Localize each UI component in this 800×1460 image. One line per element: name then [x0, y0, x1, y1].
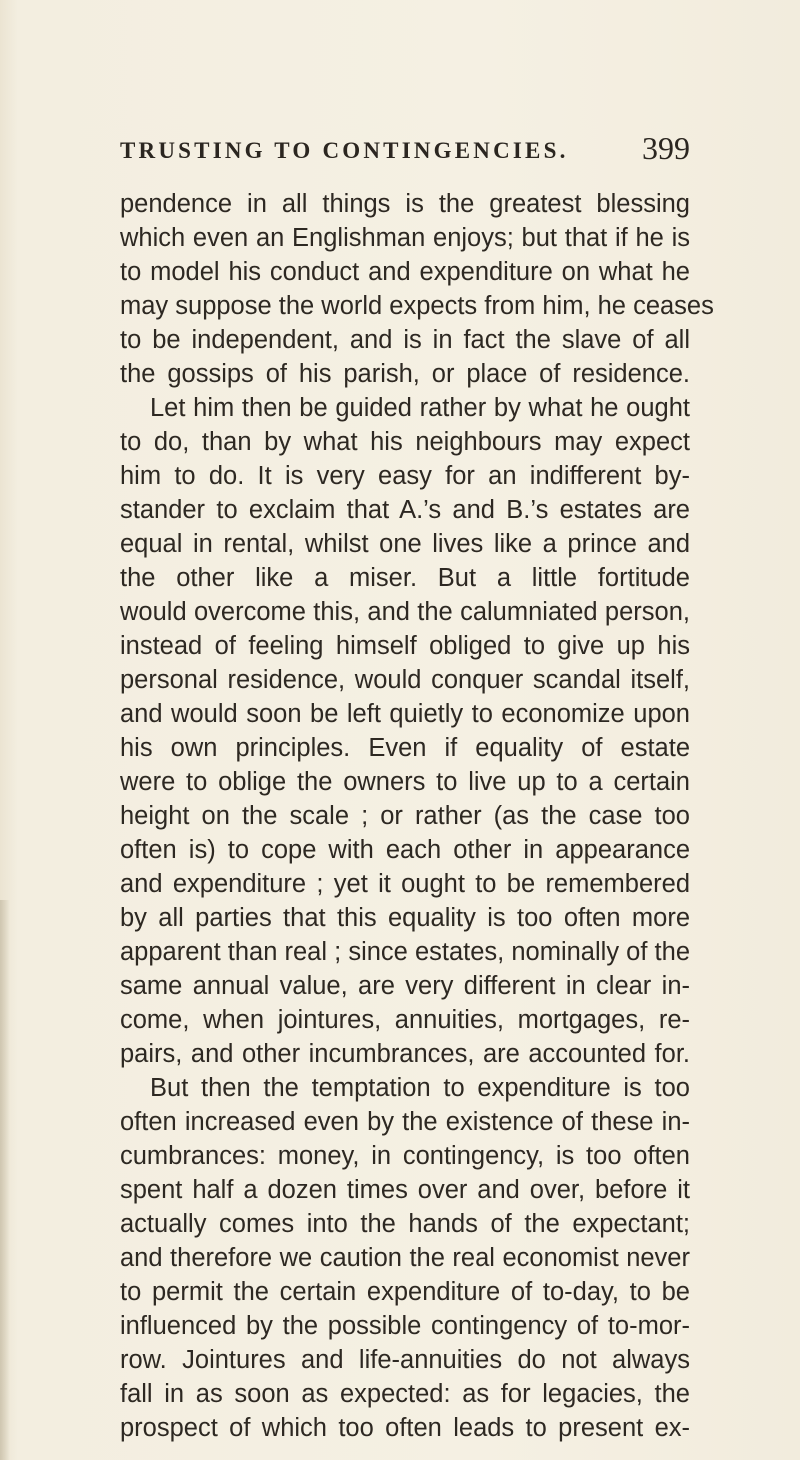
text-line: instead of feeling himself obliged to give up his — [120, 632, 690, 660]
body-text — [120, 187, 714, 1445]
text-line: the gossips of his parish, or place of residence. — [120, 360, 690, 388]
page-number: 399 — [642, 130, 690, 166]
text-line: would overcome this, and the calumniated person, — [120, 598, 690, 626]
text-line: his own principles. Even if equality of estate — [120, 734, 690, 762]
text-line: to model his conduct and expenditure on what he — [120, 258, 690, 286]
text-line: actually comes into the hands of the expectant; — [120, 1210, 690, 1238]
text-line: often is) to cope with each other in appearance — [120, 836, 690, 864]
text-line: and therefore we caution the real economist never — [120, 1244, 690, 1272]
text-line: and would soon be left quietly to economize upon — [120, 700, 690, 728]
text-line: may suppose the world expects from him, he ceases — [120, 292, 714, 320]
text-line: personal residence, would conquer scandal itself, — [120, 666, 690, 694]
text-line: come, when jointures, annuities, mortgages, re- — [120, 1006, 690, 1034]
text-line: height on the scale ; or rather (as the case too — [120, 802, 690, 830]
text-line: pairs, and other incumbrances, are accounted for. — [120, 1040, 690, 1068]
text-line: him to do. It is very easy for an indifferent by- — [120, 462, 690, 490]
text-line: influenced by the possible contingency of to-mor- — [120, 1312, 690, 1340]
text-line: prospect of which too often leads to present ex- — [120, 1414, 690, 1442]
text-line: same annual value, are very different in clear in- — [120, 972, 690, 1000]
text-line: fall in as soon as expected: as for legacies, the — [120, 1380, 690, 1408]
text-line: Let him then be guided rather by what he ought — [150, 394, 690, 422]
text-line: by all parties that this equality is too often more — [120, 904, 690, 932]
text-line: spent half a dozen times over and over, before it — [120, 1176, 690, 1204]
page-header — [120, 100, 690, 166]
text-line: were to oblige the owners to live up to a certain — [120, 768, 690, 796]
text-line: and expenditure ; yet it ought to be remembered — [120, 870, 690, 898]
text-line: the other like a miser. But a little fortitude — [120, 564, 690, 592]
running-title: TRUSTING TO CONTINGENCIES. — [120, 138, 569, 163]
text-line: to be independent, and is in fact the slave of all — [120, 326, 690, 354]
text-line: which even an Englishman enjoys; but that if he is — [120, 224, 690, 252]
text-line: to do, than by what his neighbours may expect — [120, 428, 690, 456]
text-line: equal in rental, whilst one lives like a prince and — [120, 530, 690, 558]
text-line: to permit the certain expenditure of to-day, to be — [120, 1278, 690, 1306]
text-line: row. Jointures and life-annuities do not always — [120, 1346, 690, 1374]
text-line: pendence in all things is the greatest blessing — [120, 190, 690, 218]
page-gutter-shadow — [0, 900, 10, 1460]
text-line: cumbrances: money, in contingency, is too often — [120, 1142, 690, 1170]
text-line: often increased even by the existence of these in- — [120, 1108, 690, 1136]
text-line: stander to exclaim that A.’s and B.’s estates are — [120, 496, 690, 524]
text-line: apparent than real ; since estates, nominally of the — [120, 938, 690, 966]
text-line: But then the temptation to expenditure is too — [150, 1074, 690, 1102]
